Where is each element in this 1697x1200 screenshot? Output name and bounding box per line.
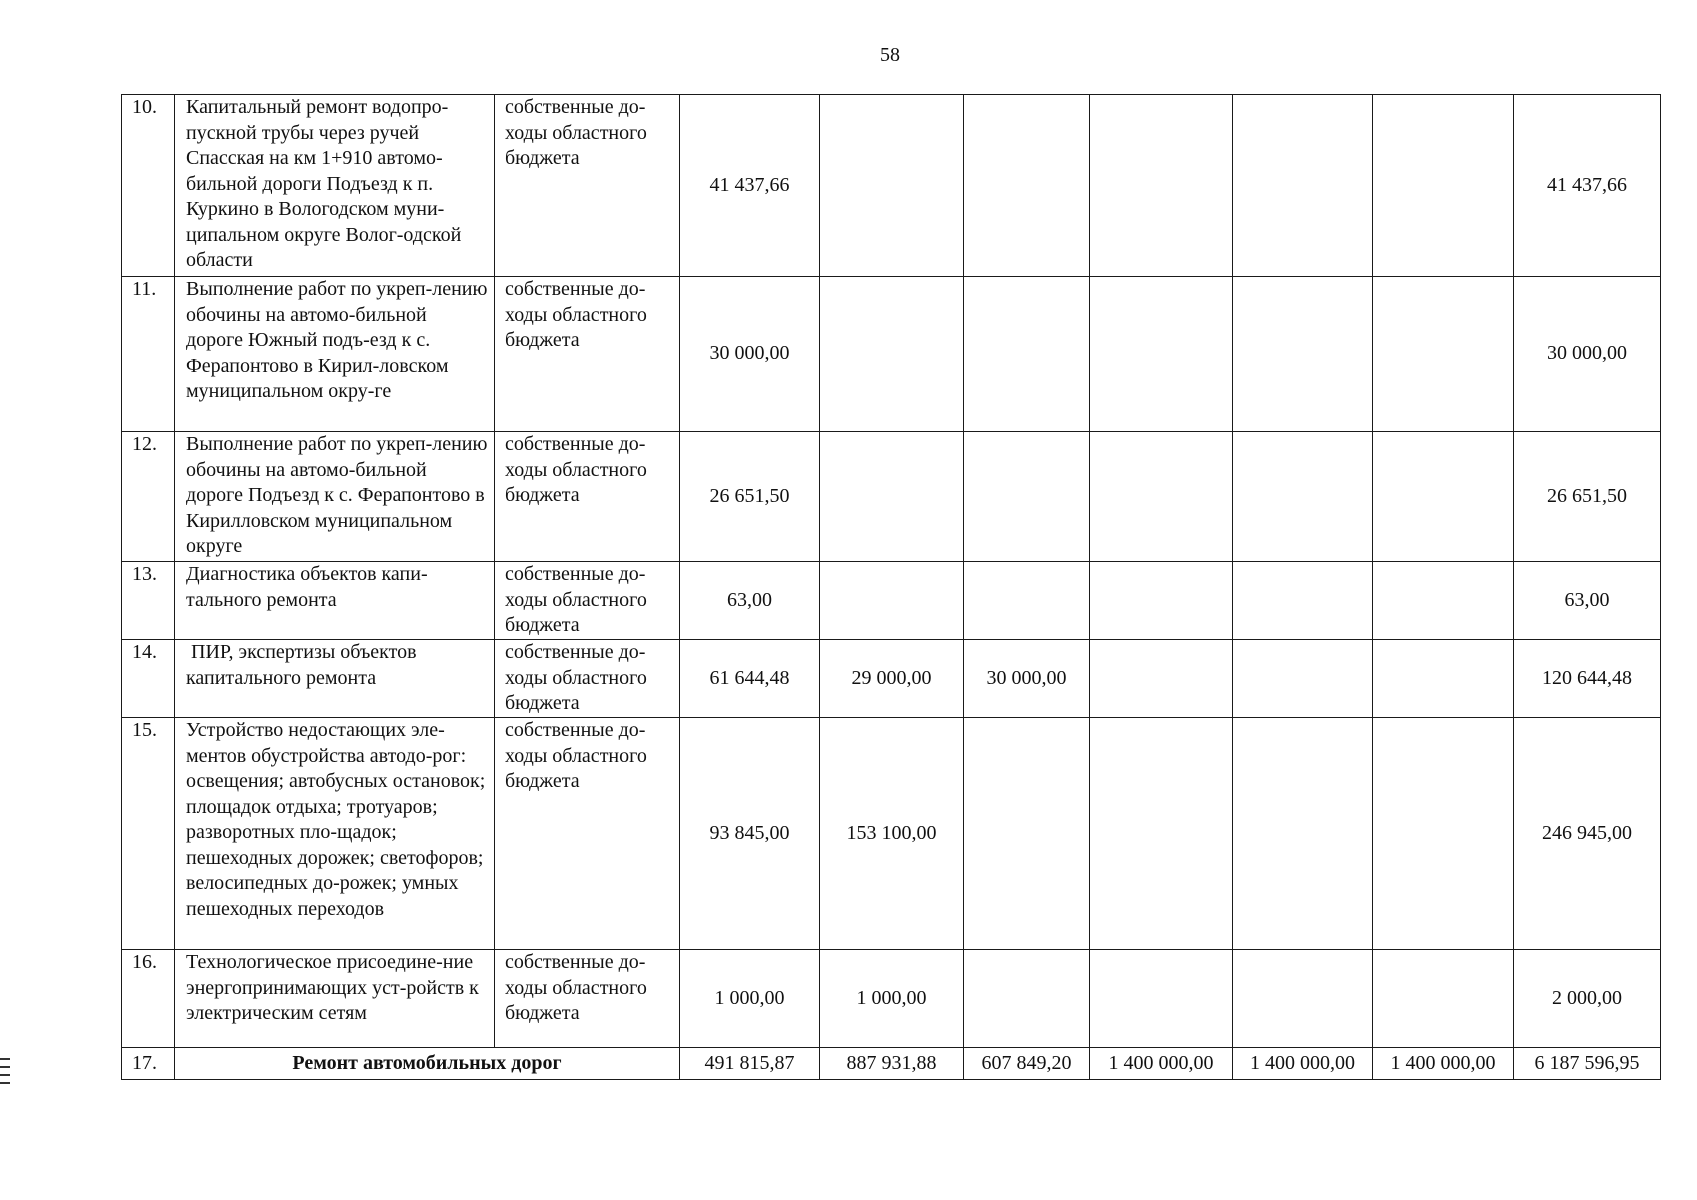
row-value — [1090, 432, 1233, 562]
row-value — [1233, 277, 1373, 432]
row-value — [1090, 950, 1233, 1048]
total-row — [122, 1048, 1661, 1080]
row-value — [820, 95, 964, 277]
table-row — [122, 640, 1661, 718]
row-value: 61 644,48 — [680, 640, 820, 718]
row-value — [964, 562, 1090, 640]
total-row-value: 1 400 000,00 — [1090, 1048, 1233, 1080]
total-row-value: 1 400 000,00 — [1233, 1048, 1373, 1080]
row-value — [964, 432, 1090, 562]
page-number: 58 — [880, 44, 900, 66]
row-value — [1090, 277, 1233, 432]
row-source: собственные до-ходы областного бюджета — [495, 95, 680, 277]
row-number: 11. — [122, 277, 175, 432]
row-value — [1373, 950, 1514, 1048]
row-name: Устройство недостающих эле-ментов обустройства автодо-рог: освещения; автобусных остановок; площадок отдыха; тротуаров; разворотных пло-щадок; пешеходных дорожек; светофоров; велосипедных до-рожек; умных пешеходных переходов — [175, 718, 495, 950]
table-row — [122, 718, 1661, 950]
row-value: 30 000,00 — [964, 640, 1090, 718]
row-value — [1090, 718, 1233, 950]
row-value: 41 437,66 — [680, 95, 820, 277]
row-total: 246 945,00 — [1514, 718, 1661, 950]
table-row — [122, 277, 1661, 432]
table-row — [122, 562, 1661, 640]
row-value: 1 000,00 — [820, 950, 964, 1048]
row-value — [1373, 718, 1514, 950]
row-source: собственные до-ходы областного бюджета — [495, 432, 680, 562]
row-number: 14. — [122, 640, 175, 718]
margin-mark — [0, 1082, 10, 1084]
row-total: 63,00 — [1514, 562, 1661, 640]
row-value — [1090, 640, 1233, 718]
budget-table — [121, 94, 1661, 1080]
margin-mark — [0, 1058, 10, 1060]
row-value — [1373, 432, 1514, 562]
row-value: 63,00 — [680, 562, 820, 640]
row-value — [1090, 95, 1233, 277]
row-value: 153 100,00 — [820, 718, 964, 950]
row-value — [1373, 277, 1514, 432]
row-number: 12. — [122, 432, 175, 562]
margin-mark — [0, 1066, 10, 1068]
row-number: 15. — [122, 718, 175, 950]
table-row — [122, 432, 1661, 562]
row-value — [964, 950, 1090, 1048]
total-row-value: 607 849,20 — [964, 1048, 1090, 1080]
row-value — [820, 277, 964, 432]
row-value — [1090, 562, 1233, 640]
table-row — [122, 950, 1661, 1048]
row-total: 120 644,48 — [1514, 640, 1661, 718]
row-value — [1233, 432, 1373, 562]
row-value — [964, 95, 1090, 277]
row-value — [820, 432, 964, 562]
row-value — [820, 562, 964, 640]
margin-mark — [0, 1074, 10, 1076]
row-value — [1233, 562, 1373, 640]
row-value — [1373, 562, 1514, 640]
row-number: 16. — [122, 950, 175, 1048]
row-source: собственные до-ходы областного бюджета — [495, 277, 680, 432]
total-row-value: 887 931,88 — [820, 1048, 964, 1080]
row-value — [1233, 718, 1373, 950]
table-row — [122, 95, 1661, 277]
total-row-value: 1 400 000,00 — [1373, 1048, 1514, 1080]
row-value — [1373, 95, 1514, 277]
row-source: собственные до-ходы областного бюджета — [495, 718, 680, 950]
row-total: 2 000,00 — [1514, 950, 1661, 1048]
row-value — [1233, 640, 1373, 718]
row-value — [1233, 950, 1373, 1048]
row-value — [1233, 95, 1373, 277]
row-value — [1373, 640, 1514, 718]
total-row-value: 491 815,87 — [680, 1048, 820, 1080]
row-number: 13. — [122, 562, 175, 640]
row-source: собственные до-ходы областного бюджета — [495, 640, 680, 718]
row-value: 26 651,50 — [680, 432, 820, 562]
row-value: 30 000,00 — [680, 277, 820, 432]
row-name: ПИР, экспертизы объектов капитального ремонта — [175, 640, 495, 718]
row-source: собственные до-ходы областного бюджета — [495, 562, 680, 640]
total-row-grand-total: 6 187 596,95 — [1514, 1048, 1661, 1080]
row-total: 30 000,00 — [1514, 277, 1661, 432]
row-value: 29 000,00 — [820, 640, 964, 718]
row-source: собственные до-ходы областного бюджета — [495, 950, 680, 1048]
row-value — [964, 277, 1090, 432]
row-name: Выполнение работ по укреп-лению обочины на автомо-бильной дороге Южный подъ-езд к с. Ферапонтово в Кирил-ловском муниципальном окру-ге — [175, 277, 495, 432]
total-row-title: Ремонт автомобильных дорог — [175, 1048, 680, 1080]
row-name: Диагностика объектов капи-тального ремонта — [175, 562, 495, 640]
row-value: 1 000,00 — [680, 950, 820, 1048]
row-total: 26 651,50 — [1514, 432, 1661, 562]
row-number: 10. — [122, 95, 175, 277]
row-name: Технологическое присоедине-ние энергопринимающих уст-ройств к электрическим сетям — [175, 950, 495, 1048]
row-name: Выполнение работ по укреп-лению обочины на автомо-бильной дороге Подъезд к с. Ферапонтово в Кирилловском муниципальном округе — [175, 432, 495, 562]
row-value — [964, 718, 1090, 950]
row-name: Капитальный ремонт водопро-пускной трубы через ручей Спасская на км 1+910 автомо-бильной дороги Подъезд к п. Куркино в Вологодском муни-ципальном округе Волог-одской области — [175, 95, 495, 277]
row-number: 17. — [122, 1048, 175, 1080]
row-total: 41 437,66 — [1514, 95, 1661, 277]
row-value: 93 845,00 — [680, 718, 820, 950]
